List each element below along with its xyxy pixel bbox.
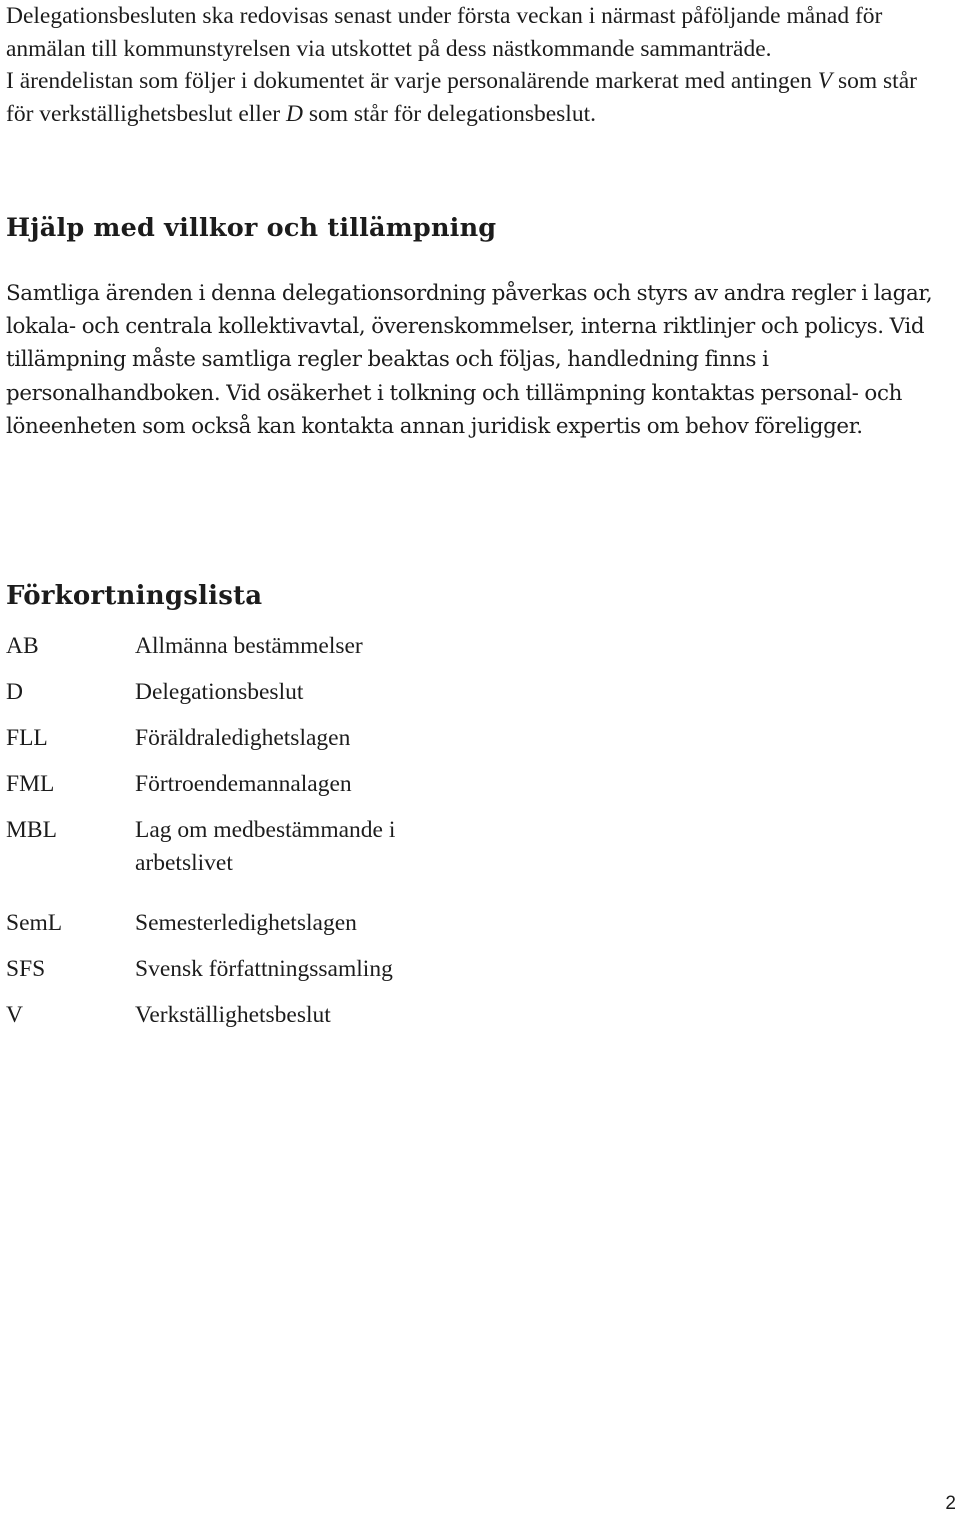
abbreviation-definition: Svensk författningssamling bbox=[135, 956, 393, 982]
intro-paragraph-2 bbox=[6, 65, 946, 130]
abbreviation-definition: Verkställighetsbeslut bbox=[135, 1002, 331, 1028]
abbreviation-code: FLL bbox=[6, 725, 48, 751]
intro-text-part2: som står för verkställighetsbeslut eller bbox=[6, 68, 917, 127]
intro-v-marker: V bbox=[817, 68, 833, 94]
abbreviation-definition: Lag om medbestämmande i arbetslivet bbox=[135, 817, 396, 876]
abbreviation-definition: Förtroendemannalagen bbox=[135, 771, 352, 797]
heading-abbreviations: Förkortningslista bbox=[6, 581, 263, 611]
abbreviation-row bbox=[6, 999, 606, 1032]
help-paragraph: Samtliga ärenden i denna delegationsordning påverkas och styrs av andra regler i lagar, lokala- och centrala kollektivavtal, överenskommelser, interna riktlinjer och policys. Vid tillämpning måste samtliga regler beaktas och följas, handledning finns i personalhandboken. Vid osäkerhet i tolkning och tillämpning kontaktas personal- och löneenheten som också kan kontakta annan juridisk expertis om behov föreligger. bbox=[6, 281, 933, 439]
heading-help: Hjälp med villkor och tillämpning bbox=[6, 213, 497, 243]
intro-d-marker: D bbox=[285, 100, 303, 127]
abbreviation-code: MBL bbox=[6, 817, 57, 843]
abbreviation-row bbox=[6, 722, 606, 755]
abbreviation-row bbox=[6, 814, 606, 880]
abbreviation-code: AB bbox=[6, 633, 39, 659]
abbreviation-code: D bbox=[6, 679, 23, 705]
page-number: 2 bbox=[945, 1493, 956, 1514]
abbreviation-row bbox=[6, 676, 606, 709]
abbreviation-row bbox=[6, 630, 606, 663]
abbreviation-row bbox=[6, 907, 606, 940]
intro-text-part3: som står för delegationsbeslut. bbox=[302, 100, 596, 127]
abbreviation-code: FML bbox=[6, 771, 55, 797]
abbreviation-row bbox=[6, 953, 606, 986]
abbreviation-definition: Semesterledighetslagen bbox=[135, 910, 357, 936]
abbreviation-definition: Allmänna bestämmelser bbox=[135, 633, 363, 659]
abbreviation-code: V bbox=[6, 1002, 23, 1028]
intro-text bbox=[6, 0, 946, 130]
intro-text-part1: I ärendelistan som följer i dokumentet är varje personalärende markerat med antingen bbox=[6, 68, 818, 94]
abbreviation-definition: Delegationsbeslut bbox=[135, 679, 304, 705]
abbreviation-code: SemL bbox=[6, 910, 63, 936]
abbreviation-definition: Föräldraledighetslagen bbox=[135, 725, 351, 751]
abbreviation-row bbox=[6, 768, 606, 801]
abbreviation-code: SFS bbox=[6, 956, 46, 982]
abbreviation-list bbox=[6, 630, 606, 1032]
intro-paragraph-1: Delegationsbesluten ska redovisas senast under första veckan i närmast påföljande månad för anmälan till kommunstyrelsen via utskottet på dess nästkommande sammanträde. bbox=[6, 3, 883, 62]
